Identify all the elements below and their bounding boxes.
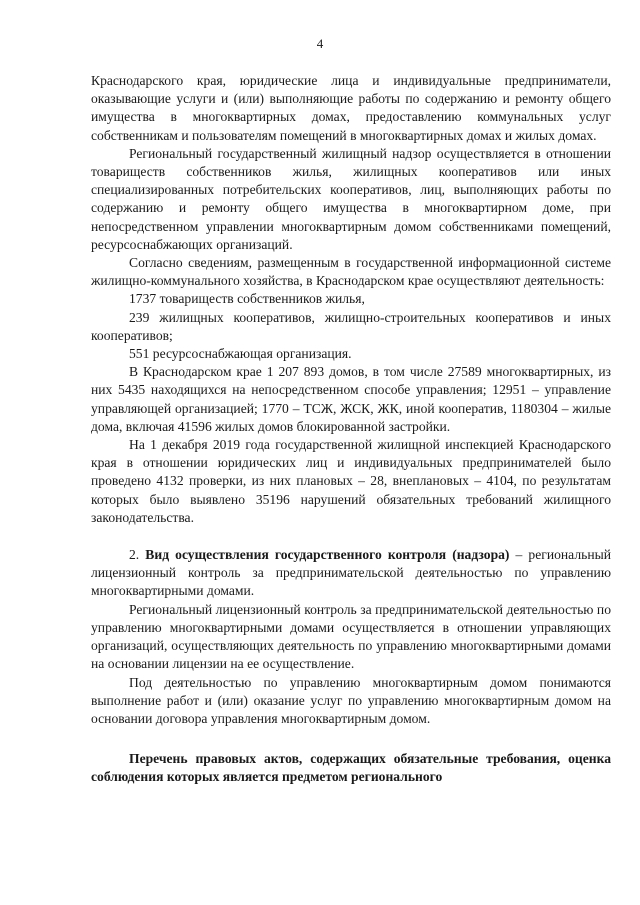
paragraph-licensing-control: Региональный лицензионный контроль за предпринимательской деятельностью по управлению многоквартирными домами осуществляется в отношении управляющих организаций, осуществляющих деятельность по управлению многоквартирными домами на основании лицензии на ее осуществление. <box>91 601 611 672</box>
paragraph-management-definition: Под деятельностью по управлению многоквартирным домом понимаются выполнение работ и (или) оказание услуг по управлению многоквартирным домом на основании договора управления многоквартирным домом. <box>91 674 611 726</box>
page-number: 4 <box>316 36 324 51</box>
legal-acts-heading: Перечень правовых актов, содержащих обязательные требования, оценка соблюдения которых является предметом регионального <box>91 751 611 785</box>
section-2-description: – региональный лицензионный контроль за предпринимательской деятельностью по управлению многоквартирными домами. <box>91 547 612 599</box>
paragraph-gis-info: Согласно сведениям, размещенным в государственной информационной системе жилищно-коммунального хозяйства, в Краснодарском крае осуществляют деятельность: <box>91 255 611 289</box>
paragraph-house-stats: В Краснодарском крае 1 207 893 домов, в том числе 27589 многоквартирных, из них 5435 находящихся на непосредственном способе управления; 12951 – управление управляющей организацией; 1770 – ТСЖ, ЖСК, ЖК, иной кооператив, 1180304 – жилые дома, включая 41596 жилых домов блокированной застройки. <box>91 364 611 434</box>
list-item-hoa: 1737 товариществ собственников жилья, <box>129 291 365 307</box>
paragraph-inspection-stats: На 1 декабря 2019 года государственной жилищной инспекцией Краснодарского края в отношении юридических лиц и индивидуальных предпринимателей было проведено 4132 проверки, из них плановых – 28, внеплановых – 4104, по результатам которых было выявлено 35196 нарушений обязательных требований жилищного законодательства. <box>91 437 611 525</box>
spacer <box>91 728 611 750</box>
section-2-paragraph <box>91 546 611 601</box>
list-item-resource-orgs: 551 ресурсоснабжающая организация. <box>129 346 352 362</box>
document-body <box>91 72 611 787</box>
section-2-title: Вид осуществления государственного контроля (надзора) <box>145 547 510 563</box>
list-item-cooperatives: 239 жилищных кооперативов, жилищно-строительных кооперативов и иных кооперативов; <box>91 309 611 343</box>
spacer <box>91 527 611 546</box>
paragraph-housing-supervision: Региональный государственный жилищный надзор осуществляется в отношении товариществ собственников жилья, жилищных кооперативов или иных специализированных потребительских кооперативов, лиц, выполняющих работы по содержанию и ремонту общего имущества в многоквартирном доме, при непосредственном управлении многоквартирным домом собственниками помещений, ресурсоснабжающих организаций. <box>91 145 611 252</box>
section-2-number: 2. <box>129 547 140 563</box>
paragraph-continuation: Краснодарского края, юридические лица и индивидуальные предприниматели, оказывающие услуги и (или) выполняющие работы по содержанию и ремонту общего имущества в многоквартирных домах, предоставлению коммунальных услуг собственникам и пользователям помещений в многоквартирных домах и жилых домах. <box>91 73 611 143</box>
